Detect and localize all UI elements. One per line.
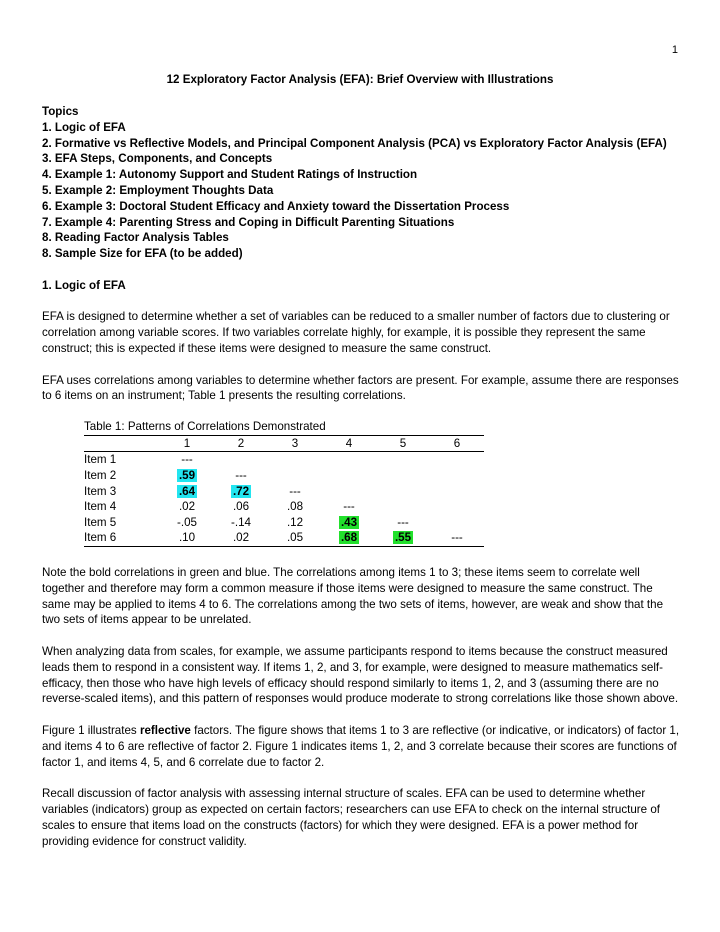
topic-item: 7. Example 4: Parenting Stress and Coping in Difficult Parenting Situations xyxy=(42,215,455,229)
table-cell: .06 xyxy=(232,500,250,514)
table-corner xyxy=(84,435,160,452)
section-heading: 1. Logic of EFA xyxy=(42,278,126,292)
topic-item: 8. Sample Size for EFA (to be added) xyxy=(42,247,243,261)
table-cell: -.05 xyxy=(177,515,197,529)
row-label: Item 1 xyxy=(84,453,117,467)
topics-heading: Topics xyxy=(42,105,79,118)
row-label: Item 5 xyxy=(84,515,117,529)
table-cell: --- xyxy=(343,500,355,514)
topic-item: 8. Reading Factor Analysis Tables xyxy=(42,231,229,245)
table-cell: .02 xyxy=(178,500,196,514)
table-cell xyxy=(322,452,376,468)
paragraph: Note the bold correlations in green and blue. The correlations among items 1 to 3; these items seem to correlate well together and therefore may form a common measure if those items were designed to measure the same construct. The same may be applied to items 4 to 6. The correlations among the two sets of items, however, are weak and show that the two sets of items appear to be unrelated. xyxy=(42,566,664,627)
paragraph: EFA is designed to determine whether a set of variables can be reduced to a smaller number of factors due to clustering or correlation among variable scores. If two variables correlate highly, for example, it is possible they represent the same construct; this is expected if these items were designed to measure the same construct. xyxy=(42,310,670,355)
table-row xyxy=(84,499,484,515)
column-header: 5 xyxy=(399,436,407,450)
topic-item: 5. Example 2: Employment Thoughts Data xyxy=(42,183,274,197)
paragraph xyxy=(42,723,682,770)
document-title: 12 Exploratory Factor Analysis (EFA): Brief Overview with Illustrations xyxy=(166,73,554,86)
table-row xyxy=(84,452,484,468)
topic-item: 4. Example 1: Autonomy Support and Student Ratings of Instruction xyxy=(42,168,418,182)
table-cell xyxy=(268,452,322,468)
column-header: 3 xyxy=(291,436,299,450)
table-row xyxy=(84,484,484,500)
paragraph: Recall discussion of factor analysis with assessing internal structure of scales. EFA can be used to determine whether variables (indicators) group as expected on certain factors; researchers can use EFA to check on the internal structure of scales to ensure that items load on the constructs (factors) for which they were designed. EFA is a power method for providing evidence for construct validity. xyxy=(42,787,661,848)
table-caption: Table 1: Patterns of Correlations Demonstrated xyxy=(84,420,326,433)
table-cell: -.14 xyxy=(231,515,251,529)
table-cell xyxy=(214,452,268,468)
highlighted-correlation: .72 xyxy=(232,484,250,498)
table-cell: --- xyxy=(397,515,409,529)
table-cell xyxy=(268,468,322,484)
table-cell: --- xyxy=(289,484,301,498)
upper-content xyxy=(42,104,682,420)
column-header: 2 xyxy=(237,436,245,450)
topic-item: 3. EFA Steps, Components, and Concepts xyxy=(42,152,273,166)
paragraph-text: factors. The figure shows that items 1 to 3 are reflective (or indicative, or indicators) of factor 1, and items 4 to 6 are reflective of factor 2. Figure 1 indicates items 1, 2, and 3 correlate because their scores are functions of factor 1, and items 4, 5, and 6 correlate due to factor 2. xyxy=(42,723,680,769)
table-cell: --- xyxy=(235,468,247,482)
column-header: 4 xyxy=(345,436,353,450)
table-cell: .08 xyxy=(286,500,304,514)
page-number: 1 xyxy=(671,44,678,56)
row-label: Item 2 xyxy=(84,468,117,482)
row-label: Item 3 xyxy=(84,484,117,498)
paragraph-text: Figure 1 illustrates xyxy=(42,723,140,737)
table-cell xyxy=(322,515,376,531)
paragraph: EFA uses correlations among variables to determine whether factors are present. For example, assume there are responses to 6 items on an instrument; Table 1 presents the resulting correlations. xyxy=(42,373,679,403)
correlation-table xyxy=(84,419,484,547)
table-header-row xyxy=(84,435,484,452)
emphasis-reflective: reflective xyxy=(139,723,191,737)
topic-item: 6. Example 3: Doctoral Student Efficacy and Anxiety toward the Dissertation Process xyxy=(42,199,510,213)
topic-item: 1. Logic of EFA xyxy=(42,120,126,134)
table-cell xyxy=(430,452,484,468)
column-header: 6 xyxy=(453,436,461,450)
highlighted-correlation: .64 xyxy=(178,484,196,498)
row-label: Item 6 xyxy=(84,531,117,545)
highlighted-correlation: .59 xyxy=(178,468,196,482)
table-cell: .12 xyxy=(286,515,304,529)
table-cell xyxy=(430,499,484,515)
table-cell: .02 xyxy=(232,531,250,545)
highlighted-correlation: .43 xyxy=(340,515,358,529)
table-row xyxy=(84,530,484,546)
highlighted-correlation: .68 xyxy=(340,531,358,545)
lower-content xyxy=(42,565,682,865)
column-header: 1 xyxy=(183,436,191,450)
table-cell xyxy=(376,530,430,546)
table-cell xyxy=(376,484,430,500)
table-cell: --- xyxy=(181,453,193,467)
table-row xyxy=(84,515,484,531)
table-cell xyxy=(376,452,430,468)
table-cell xyxy=(322,484,376,500)
table-cell xyxy=(322,468,376,484)
table-cell: .10 xyxy=(178,531,196,545)
topic-item: 2. Formative vs Reflective Models, and Principal Component Analysis (PCA) vs Exploratory Factor Analysis (EFA) xyxy=(42,136,667,150)
table-cell xyxy=(430,515,484,531)
table-cell xyxy=(160,468,214,484)
table-cell: --- xyxy=(451,531,463,545)
table-cell xyxy=(376,468,430,484)
table-row xyxy=(84,468,484,484)
table-cell xyxy=(430,468,484,484)
highlighted-correlation: .55 xyxy=(394,531,412,545)
table-cell xyxy=(214,484,268,500)
table-cell: .05 xyxy=(286,531,304,545)
table-cell xyxy=(322,530,376,546)
table-cell xyxy=(160,484,214,500)
table-cell xyxy=(430,484,484,500)
row-label: Item 4 xyxy=(84,500,117,514)
table-cell xyxy=(376,499,430,515)
paragraph: When analyzing data from scales, for example, we assume participants respond to items because the construct measured leads them to respond in a consistent way. If items 1, 2, and 3, for example, were designed to measure mathematics self-efficacy, then those who have high levels of efficacy should respond similarly to items 1, 2, and 3 (assuming there are no reverse-scaled items), and this pattern of responses would produce moderate to strong correlations like those shown above. xyxy=(42,644,679,706)
